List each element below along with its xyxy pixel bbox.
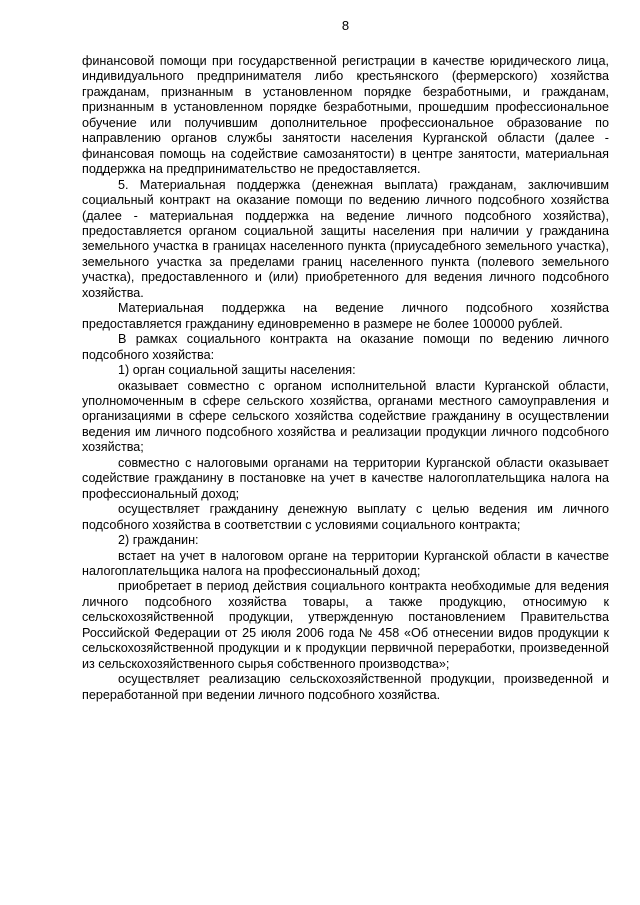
paragraph-tax-registration-help: совместно с налоговыми органами на территории Курганской области оказывает содействие гражданину в постановке на учет в качестве налогоплательщика налога на профессиональный доход; [82,455,609,501]
paragraph-tax-registration: встает на учет в налоговом органе на территории Курганской области в качестве налогоплательщика налога на профессиональный доход; [82,548,609,578]
page-number: 8 [341,18,350,33]
paragraph-continuation: финансовой помощи при государственной регистрации в качестве юридического лица, индивидуального предпринимателя либо крестьянского (фермерского) хозяйства гражданам, признанным в установленном порядке безработными, и гражданам, признанным в установленном порядке безработными, прошедшим профессиональное обучение или получившим дополнительное профессиональное образование по направлению органов службы занятости населения Курганской области (далее - финансовая помощь на содействие самозанятости) в центре занятости, материальная поддержка на предпринимательство не предоставляется. [82,54,609,177]
paragraph-sales: осуществляет реализацию сельскохозяйственной продукции, произведенной и переработанной при ведении личного подсобного хозяйства. [82,672,609,702]
paragraph-contract-intro: В рамках социального контракта на оказание помощи по ведению личного подсобного хозяйства: [82,332,609,362]
paragraph-payment: осуществляет гражданину денежную выплату с целью ведения им личного подсобного хозяйства в соответствии с условиями социального контракта; [82,502,609,532]
paragraph-subitem-1: 1) орган социальной защиты населения: [118,363,356,378]
paragraph-support-amount: Материальная поддержка на ведение личного подсобного хозяйства предоставляется гражданину единовременно в размере не более 100000 рублей. [82,301,609,331]
paragraph-item-5: 5. Материальная поддержка (денежная выплата) гражданам, заключившим социальный контракт на оказание помощи по ведению личного подсобного хозяйства (далее - материальная поддержка на ведение личного подсобного хозяйства), предоставляется органом социальной защиты населения при наличии у гражданина земельного участка в границах населенного пункта (приусадебного земельного участка), земельного участка за пределами границ населенного пункта (полевого земельного участка), предоставленного и (или) приобретенного для ведения личного подсобного хозяйства. [82,177,609,300]
paragraph-purchases: приобретает в период действия социального контракта необходимые для ведения личного подсобного хозяйства товары, а также продукцию, относимую к сельскохозяйственной продукции, утвержденную постановлением Правительства Российской Федерации от 25 июля 2006 года № 458 «Об отнесении видов продукции к сельскохозяйственной продукции и к продукции первичной переработки, произведенной из сельскохозяйственного сырья собственного производства»; [82,579,609,671]
paragraph-subitem-2: 2) гражданин: [118,533,199,548]
paragraph-assistance: оказывает совместно с органом исполнительной власти Курганской области, уполномоченным в сфере сельского хозяйства, органами местного самоуправления и организациями в сфере сельского хозяйства содействие гражданину в осуществлении ведения им личного подсобного хозяйства и реализации продукции личного подсобного хозяйства; [82,378,609,455]
document-page [82,18,609,878]
document-body [82,54,609,703]
